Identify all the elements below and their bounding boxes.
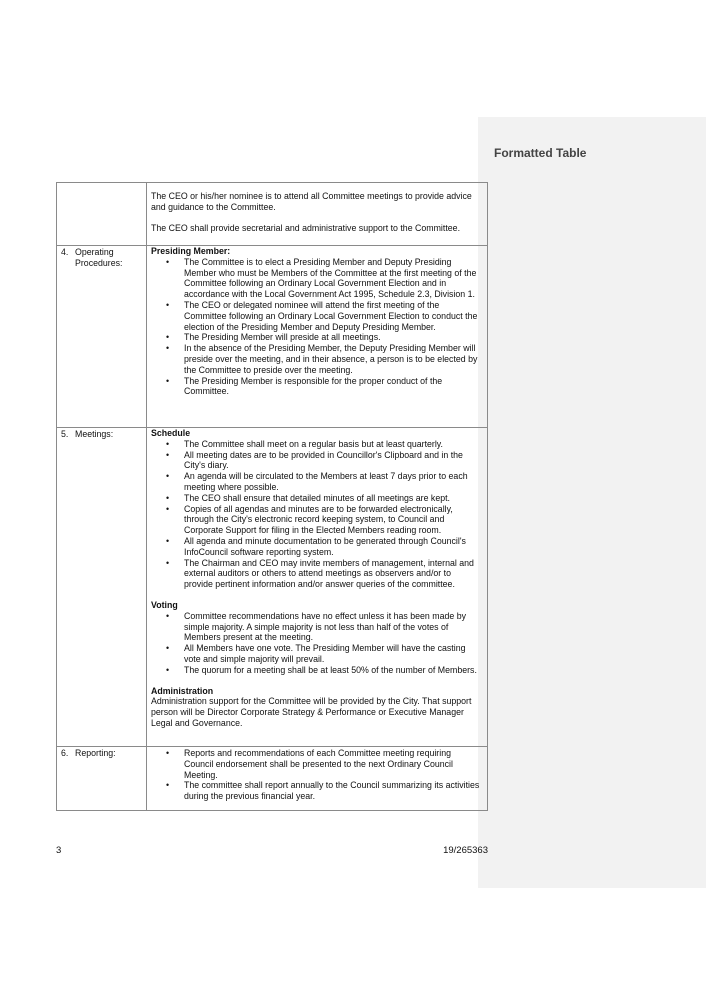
- section-heading: Presiding Member:: [151, 246, 231, 256]
- list-item: • All meeting dates are to be provided in Councillor's Clipboard and in the City's diary.: [151, 450, 481, 472]
- comment-pane: [478, 117, 706, 888]
- list-item: • The CEO shall ensure that detailed minutes of all meetings are kept.: [151, 493, 481, 504]
- list-item: • All agenda and minute documentation to be generated through Council's InfoCouncil software reporting system.: [151, 536, 481, 558]
- list-item: • An agenda will be circulated to the Members at least 7 days prior to each meeting where possible.: [151, 471, 481, 493]
- section-cell: [57, 428, 147, 747]
- content-cell: [147, 183, 488, 246]
- list-item: • Copies of all agendas and minutes are to be forwarded electronically, through the City's electronic record keeping system, to Council and Corporate Support for filing in the Elected Members reading room.: [151, 504, 481, 536]
- section-label: Operating Procedures:: [75, 247, 123, 268]
- content-cell: [147, 428, 488, 747]
- section-cell: [57, 183, 147, 246]
- bullet-list: [151, 257, 481, 397]
- list-item: • The CEO or delegated nominee will attend the first meeting of the Committee following an Ordinary Local Government Election to conduct the election of the Presiding Member and Deputy Presiding Member.: [151, 300, 481, 332]
- section-cell: [57, 246, 147, 428]
- section-heading: Voting: [151, 599, 178, 610]
- list-item: • The Presiding Member will preside at all meetings.: [151, 332, 481, 343]
- comment-pane-title: Formatted Table: [494, 146, 587, 160]
- paragraph: The CEO shall provide secretarial and administrative support to the Committee.: [151, 222, 461, 233]
- bullet-list: [151, 439, 481, 590]
- table-row: [57, 747, 488, 811]
- bullet-list: [151, 747, 481, 802]
- paragraph: The CEO or his/her nominee is to attend all Committee meetings to provide advice and guidance to the Committee.: [151, 191, 472, 212]
- list-item: • The Presiding Member is responsible for the proper conduct of the Committee.: [151, 376, 481, 398]
- bullet-list: [151, 611, 481, 676]
- list-item: • All Members have one vote. The Presiding Member will have the casting vote and simple majority will prevail.: [151, 643, 481, 665]
- section-label: Meetings:: [75, 429, 114, 439]
- table-row: [57, 183, 488, 246]
- list-item: • The Committee shall meet on a regular basis but at least quarterly.: [151, 439, 481, 450]
- committee-table: [56, 182, 488, 811]
- list-item: • Reports and recommendations of each Committee meeting requiring Council endorsement shall be presented to the next Ordinary Council Meeting.: [151, 748, 481, 780]
- section-heading: Administration: [151, 685, 214, 696]
- page-number: 3: [56, 845, 62, 856]
- list-item: • Committee recommendations have no effect unless it has been made by simple majority. A simple majority is not less than half of the votes of Members present at the meeting.: [151, 611, 481, 643]
- content-cell: [147, 747, 488, 811]
- list-item: • The Chairman and CEO may invite members of management, internal and external auditors or others to attend meetings as observers and/or to provide pertinent information and/or answer queries of the committee.: [151, 558, 481, 590]
- section-label: Reporting:: [75, 748, 116, 758]
- content-cell: [147, 246, 488, 428]
- list-item: • The committee shall report annually to the Council summarizing its activities during the previous financial year.: [151, 780, 481, 802]
- section-number: 4.: [61, 247, 69, 257]
- table-row: [57, 246, 488, 428]
- list-item: • The Committee is to elect a Presiding Member and Deputy Presiding Member who must be Members of the Committee at the first meeting of the Committee following an Ordinary Local Government Election and in accordance with the Local Government Act 1995, Schedule 2.3, Division 1.: [151, 257, 481, 300]
- section-number: 5.: [61, 429, 69, 439]
- paragraph: Administration support for the Committee will be provided by the City. That support person will be Director Corporate Strategy & Performance or Executive Manager Legal and Governance.: [151, 696, 472, 728]
- section-cell: [57, 747, 147, 811]
- list-item: • In the absence of the Presiding Member, the Deputy Presiding Member will preside over the meeting, and in their absence, a person is to be elected by the Committee to preside over the meeting.: [151, 343, 481, 375]
- list-item: • The quorum for a meeting shall be at least 50% of the number of Members.: [151, 665, 481, 676]
- section-number: 6.: [61, 748, 69, 758]
- document-reference: 19/265363: [443, 845, 488, 856]
- table-row: [57, 428, 488, 747]
- section-heading: Schedule: [151, 428, 191, 438]
